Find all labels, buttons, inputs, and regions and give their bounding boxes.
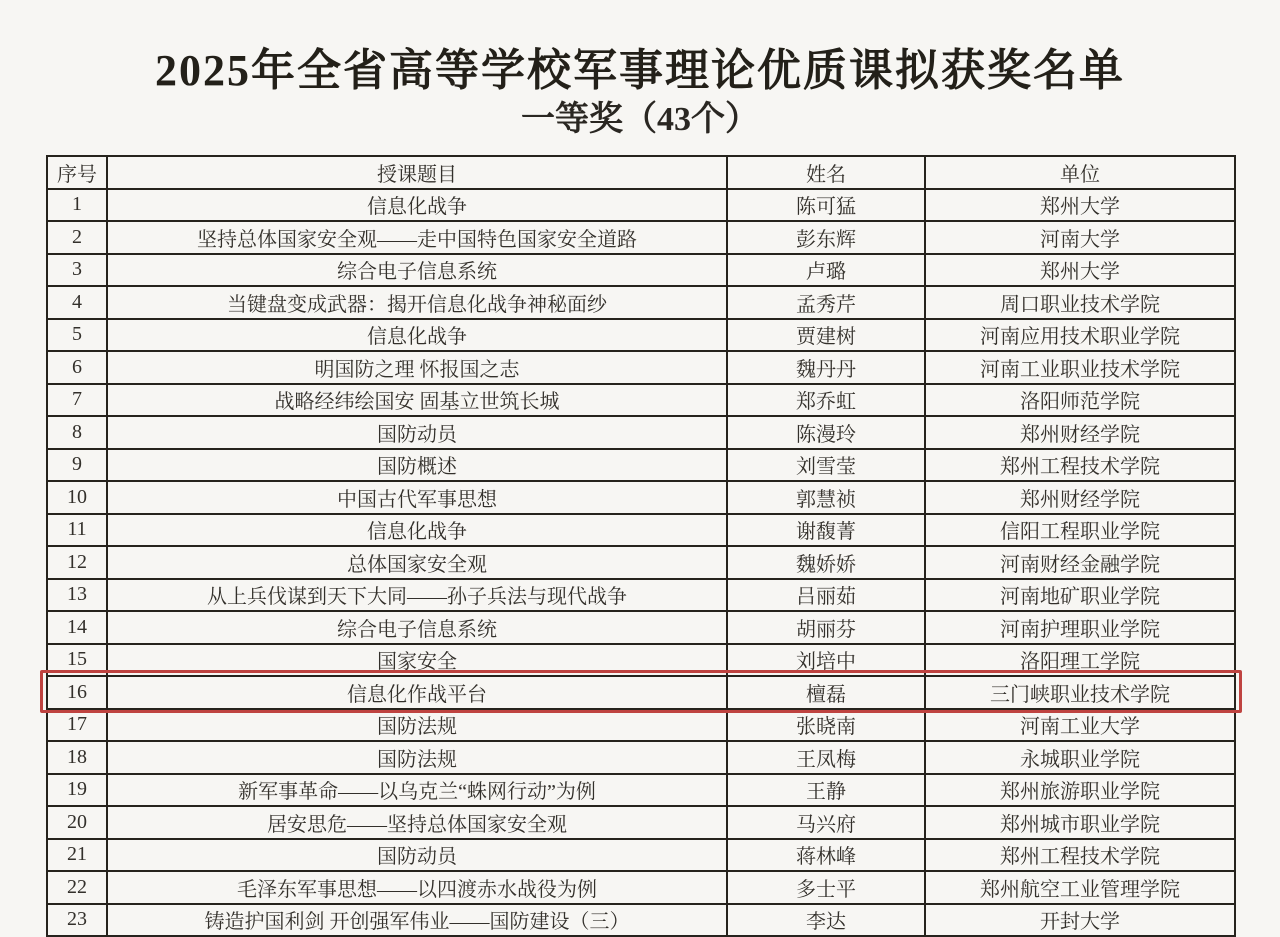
cell-unit: 信阳工程职业学院 bbox=[925, 514, 1235, 547]
cell-topic: 国防概述 bbox=[107, 449, 727, 482]
cell-topic: 战略经纬绘国安 固基立世筑长城 bbox=[107, 384, 727, 417]
table-row bbox=[47, 254, 1235, 287]
cell-no: 11 bbox=[47, 514, 107, 547]
cell-name: 卢璐 bbox=[727, 254, 925, 287]
page-title: 2025年全省高等学校军事理论优质课拟获奖名单 bbox=[155, 46, 1125, 95]
cell-name: 谢馥菁 bbox=[727, 514, 925, 547]
table-row bbox=[47, 416, 1235, 449]
cell-unit: 河南应用技术职业学院 bbox=[925, 319, 1235, 352]
cell-unit: 三门峡职业技术学院 bbox=[925, 676, 1235, 709]
cell-no: 7 bbox=[47, 384, 107, 417]
cell-no: 16 bbox=[47, 676, 107, 709]
cell-name: 刘培中 bbox=[727, 644, 925, 677]
cell-topic: 国防法规 bbox=[107, 741, 727, 774]
cell-topic: 国防法规 bbox=[107, 709, 727, 742]
cell-name: 王静 bbox=[727, 774, 925, 807]
table-row bbox=[47, 221, 1235, 254]
cell-unit: 河南护理职业学院 bbox=[925, 611, 1235, 644]
table-row bbox=[47, 709, 1235, 742]
table-row bbox=[47, 514, 1235, 547]
table-row bbox=[47, 286, 1235, 319]
cell-name: 陈可猛 bbox=[727, 189, 925, 222]
table-row bbox=[47, 676, 1235, 709]
cell-name: 多士平 bbox=[727, 871, 925, 904]
table-row bbox=[47, 579, 1235, 612]
cell-topic: 新军事革命——以乌克兰“蛛网行动”为例 bbox=[107, 774, 727, 807]
cell-topic: 信息化战争 bbox=[107, 189, 727, 222]
table-row bbox=[47, 481, 1235, 514]
award-table-wrap bbox=[46, 155, 1234, 937]
table-row bbox=[47, 871, 1235, 904]
cell-unit: 河南地矿职业学院 bbox=[925, 579, 1235, 612]
cell-no: 4 bbox=[47, 286, 107, 319]
cell-no: 21 bbox=[47, 839, 107, 872]
table-row bbox=[47, 546, 1235, 579]
cell-topic: 国防动员 bbox=[107, 416, 727, 449]
cell-name: 吕丽茹 bbox=[727, 579, 925, 612]
cell-no: 19 bbox=[47, 774, 107, 807]
cell-no: 23 bbox=[47, 904, 107, 937]
cell-unit: 郑州工程技术学院 bbox=[925, 449, 1235, 482]
cell-name: 魏丹丹 bbox=[727, 351, 925, 384]
cell-name: 刘雪莹 bbox=[727, 449, 925, 482]
cell-name: 贾建树 bbox=[727, 319, 925, 352]
table-body bbox=[47, 189, 1235, 937]
header-topic: 授课题目 bbox=[107, 156, 727, 189]
cell-unit: 郑州财经学院 bbox=[925, 416, 1235, 449]
cell-topic: 明国防之理 怀报国之志 bbox=[107, 351, 727, 384]
cell-no: 8 bbox=[47, 416, 107, 449]
cell-name: 魏娇娇 bbox=[727, 546, 925, 579]
cell-no: 13 bbox=[47, 579, 107, 612]
cell-name: 王凤梅 bbox=[727, 741, 925, 774]
cell-topic: 铸造护国利剑 开创强军伟业——国防建设（三） bbox=[107, 904, 727, 937]
cell-topic: 信息化作战平台 bbox=[107, 676, 727, 709]
cell-no: 9 bbox=[47, 449, 107, 482]
cell-topic: 信息化战争 bbox=[107, 514, 727, 547]
cell-topic: 综合电子信息系统 bbox=[107, 611, 727, 644]
cell-unit: 郑州城市职业学院 bbox=[925, 806, 1235, 839]
cell-topic: 国防动员 bbox=[107, 839, 727, 872]
table-row bbox=[47, 806, 1235, 839]
table-row bbox=[47, 839, 1235, 872]
header-name: 姓名 bbox=[727, 156, 925, 189]
cell-topic: 从上兵伐谋到天下大同——孙子兵法与现代战争 bbox=[107, 579, 727, 612]
cell-topic: 当键盘变成武器：揭开信息化战争神秘面纱 bbox=[107, 286, 727, 319]
table-row bbox=[47, 319, 1235, 352]
cell-unit: 郑州工程技术学院 bbox=[925, 839, 1235, 872]
cell-no: 20 bbox=[47, 806, 107, 839]
cell-unit: 河南大学 bbox=[925, 221, 1235, 254]
cell-topic: 总体国家安全观 bbox=[107, 546, 727, 579]
cell-topic: 国家安全 bbox=[107, 644, 727, 677]
cell-name: 檀磊 bbox=[727, 676, 925, 709]
cell-no: 14 bbox=[47, 611, 107, 644]
cell-unit: 周口职业技术学院 bbox=[925, 286, 1235, 319]
cell-no: 12 bbox=[47, 546, 107, 579]
table-row bbox=[47, 611, 1235, 644]
cell-unit: 河南工业大学 bbox=[925, 709, 1235, 742]
cell-unit: 郑州旅游职业学院 bbox=[925, 774, 1235, 807]
cell-no: 5 bbox=[47, 319, 107, 352]
cell-unit: 开封大学 bbox=[925, 904, 1235, 937]
cell-unit: 河南工业职业技术学院 bbox=[925, 351, 1235, 384]
cell-unit: 洛阳理工学院 bbox=[925, 644, 1235, 677]
cell-name: 郑乔虹 bbox=[727, 384, 925, 417]
table-row bbox=[47, 904, 1235, 937]
cell-name: 胡丽芬 bbox=[727, 611, 925, 644]
cell-name: 张晓南 bbox=[727, 709, 925, 742]
cell-unit: 河南财经金融学院 bbox=[925, 546, 1235, 579]
award-table bbox=[46, 155, 1236, 937]
cell-no: 22 bbox=[47, 871, 107, 904]
cell-topic: 毛泽东军事思想——以四渡赤水战役为例 bbox=[107, 871, 727, 904]
cell-name: 马兴府 bbox=[727, 806, 925, 839]
table-row bbox=[47, 189, 1235, 222]
cell-unit: 永城职业学院 bbox=[925, 741, 1235, 774]
cell-no: 18 bbox=[47, 741, 107, 774]
cell-name: 彭东辉 bbox=[727, 221, 925, 254]
cell-name: 李达 bbox=[727, 904, 925, 937]
header-unit: 单位 bbox=[925, 156, 1235, 189]
table-row bbox=[47, 351, 1235, 384]
table-row bbox=[47, 741, 1235, 774]
cell-no: 3 bbox=[47, 254, 107, 287]
cell-topic: 坚持总体国家安全观——走中国特色国家安全道路 bbox=[107, 221, 727, 254]
cell-name: 陈漫玲 bbox=[727, 416, 925, 449]
table-header-row bbox=[47, 156, 1235, 189]
cell-topic: 中国古代军事思想 bbox=[107, 481, 727, 514]
cell-name: 郭慧祯 bbox=[727, 481, 925, 514]
table-row bbox=[47, 644, 1235, 677]
cell-no: 2 bbox=[47, 221, 107, 254]
cell-no: 15 bbox=[47, 644, 107, 677]
cell-unit: 洛阳师范学院 bbox=[925, 384, 1235, 417]
cell-unit: 郑州航空工业管理学院 bbox=[925, 871, 1235, 904]
cell-name: 孟秀芹 bbox=[727, 286, 925, 319]
cell-no: 6 bbox=[47, 351, 107, 384]
cell-unit: 郑州财经学院 bbox=[925, 481, 1235, 514]
page-subtitle: 一等奖（43个） bbox=[521, 101, 759, 139]
table-row bbox=[47, 449, 1235, 482]
cell-topic: 信息化战争 bbox=[107, 319, 727, 352]
cell-topic: 综合电子信息系统 bbox=[107, 254, 727, 287]
table-row bbox=[47, 774, 1235, 807]
cell-no: 1 bbox=[47, 189, 107, 222]
cell-unit: 郑州大学 bbox=[925, 189, 1235, 222]
cell-no: 17 bbox=[47, 709, 107, 742]
cell-no: 10 bbox=[47, 481, 107, 514]
cell-name: 蒋林峰 bbox=[727, 839, 925, 872]
header-no: 序号 bbox=[47, 156, 107, 189]
cell-unit: 郑州大学 bbox=[925, 254, 1235, 287]
table-row bbox=[47, 384, 1235, 417]
cell-topic: 居安思危——坚持总体国家安全观 bbox=[107, 806, 727, 839]
